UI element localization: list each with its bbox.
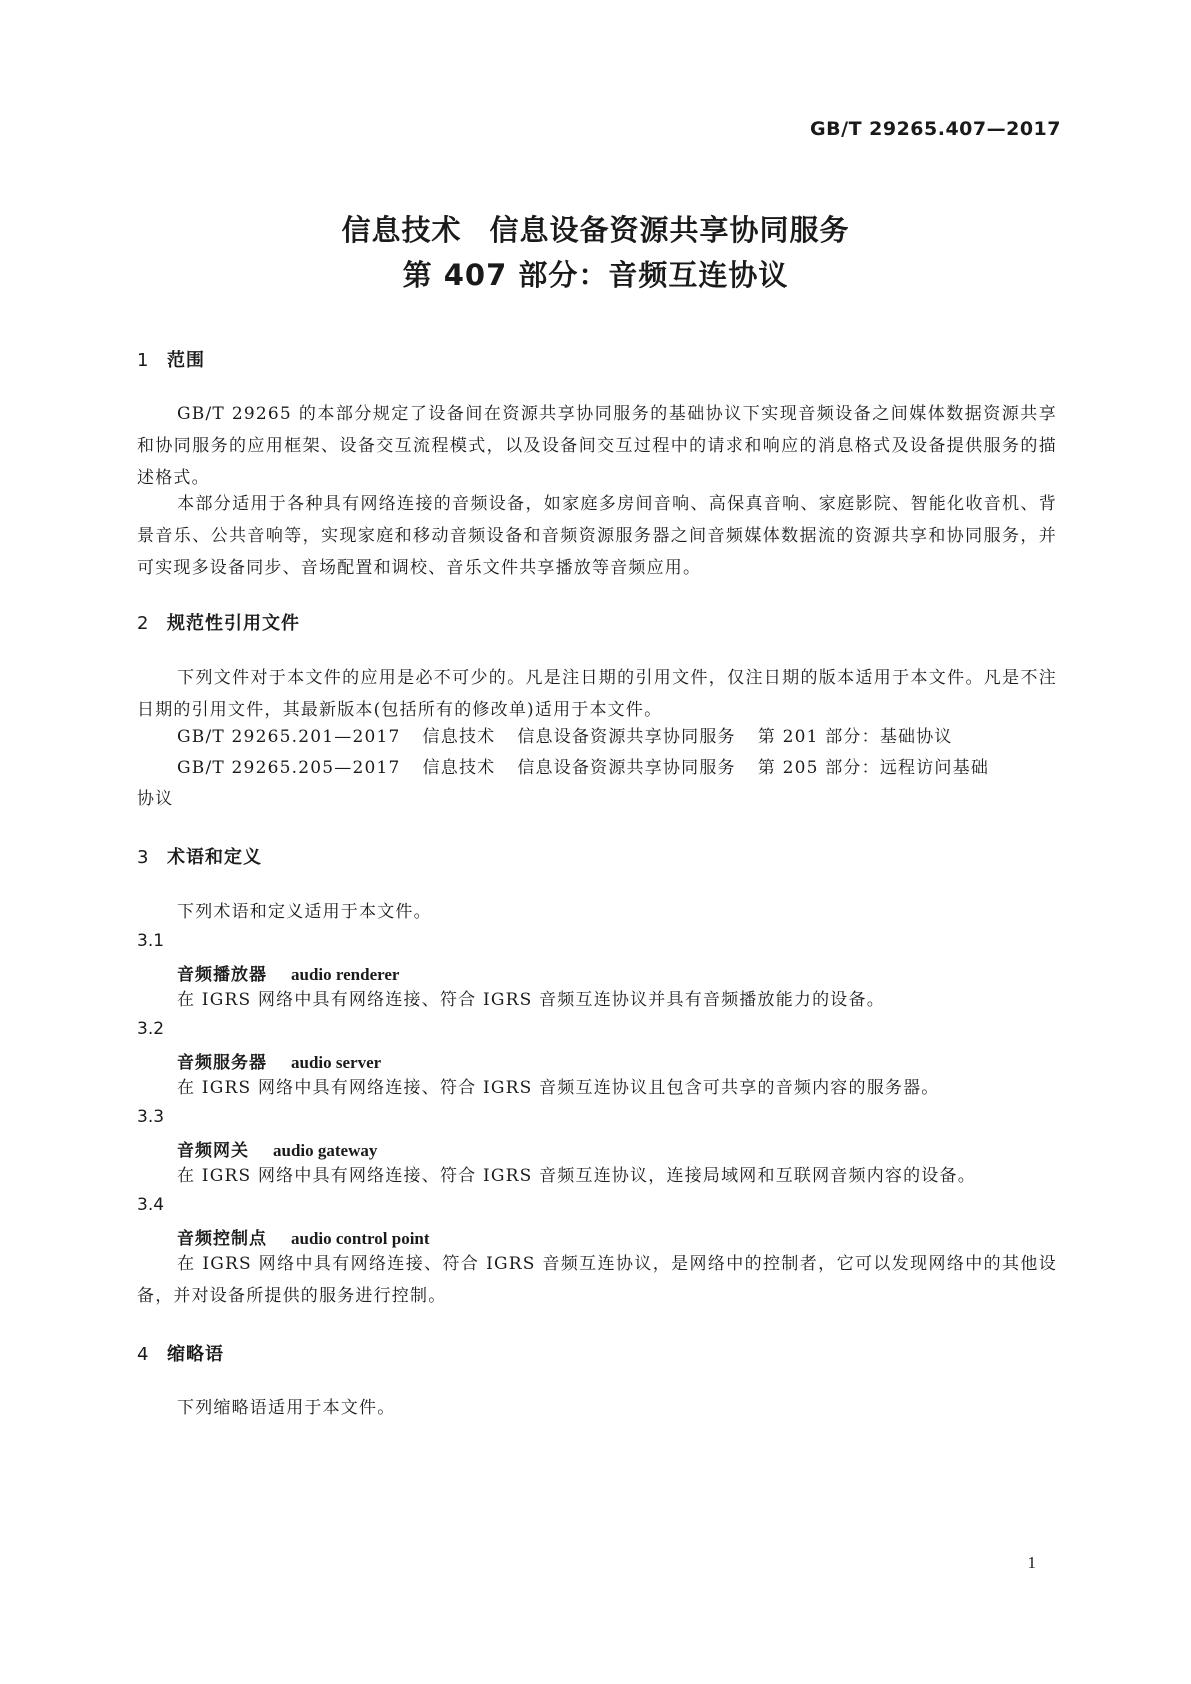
term-zh: 音频网关 bbox=[177, 1141, 249, 1161]
term-heading bbox=[177, 1136, 377, 1161]
term-heading bbox=[177, 1048, 381, 1073]
section-title: 规范性引用文件 bbox=[167, 613, 300, 634]
term-en: audio renderer bbox=[291, 965, 400, 984]
section-heading-normative-refs bbox=[137, 609, 300, 635]
term-definition-text: 在 IGRS 网络中具有网络连接、符合 IGRS 音频互连协议，是网络中的控制者，它可以发现网络中的其他设备，并对设备所提供的服务进行控制。 bbox=[137, 1254, 1057, 1306]
reference-code: GB/T 29265.205—2017 bbox=[177, 758, 401, 778]
section-title: 术语和定义 bbox=[167, 847, 262, 868]
terms-intro bbox=[137, 896, 1057, 928]
scope-paragraph-2 bbox=[137, 488, 1057, 584]
reference-title-1: 信息技术 bbox=[422, 758, 496, 778]
reference-title-3: 第 205 部分：远程访问基础 bbox=[757, 758, 990, 778]
scope-paragraph-1-text: GB/T 29265 的本部分规定了设备间在资源共享协同服务的基础协议下实现音频设备之间媒体数据资源共享和协同服务的应用框架、设备交互流程模式，以及设备间交互过程中的请求和响应的消息格式及设备提供服务的描述格式。 bbox=[137, 404, 1057, 488]
term-number: 3.1 bbox=[137, 931, 165, 951]
section-number: 2 bbox=[137, 613, 150, 634]
term-en: audio gateway bbox=[273, 1141, 378, 1160]
term-definition-text: 在 IGRS 网络中具有网络连接、符合 IGRS 音频互连协议并具有音频播放能力的设备。 bbox=[177, 990, 885, 1010]
section-number: 3 bbox=[137, 847, 150, 868]
terms-intro-text: 下列术语和定义适用于本文件。 bbox=[177, 902, 432, 922]
normative-refs-intro bbox=[137, 662, 1057, 726]
document-title bbox=[0, 208, 1191, 298]
section-title: 缩略语 bbox=[167, 1344, 224, 1365]
section-heading-scope bbox=[137, 346, 205, 372]
term-zh: 音频播放器 bbox=[177, 965, 267, 985]
title-line-1 bbox=[0, 208, 1191, 253]
term-definition bbox=[137, 1160, 1057, 1192]
normative-refs-intro-text: 下列文件对于本文件的应用是必不可少的。凡是注日期的引用文件，仅注日期的版本适用于本文件。凡是不注日期的引用文件，其最新版本(包括所有的修改单)适用于本文件。 bbox=[137, 668, 1057, 720]
section-number: 4 bbox=[137, 1344, 150, 1365]
term-zh: 音频控制点 bbox=[177, 1229, 267, 1249]
term-definition bbox=[137, 1072, 1057, 1104]
term-zh: 音频服务器 bbox=[177, 1053, 267, 1073]
reference-continuation: 协议 bbox=[137, 789, 174, 809]
reference-item bbox=[177, 752, 1057, 784]
page-number: 1 bbox=[1027, 1553, 1036, 1572]
reference-code: GB/T 29265.201—2017 bbox=[177, 727, 401, 747]
title-part-1: 信息技术 bbox=[341, 213, 462, 247]
term-en: audio control point bbox=[291, 1229, 430, 1248]
term-heading bbox=[177, 1224, 430, 1249]
section-number: 1 bbox=[137, 350, 150, 371]
term-definition bbox=[137, 1248, 1057, 1312]
term-number: 3.3 bbox=[137, 1107, 165, 1127]
term-en: audio server bbox=[291, 1053, 382, 1072]
scope-paragraph-1 bbox=[137, 398, 1057, 494]
term-number: 3.4 bbox=[137, 1195, 165, 1215]
reference-title-2: 信息设备资源共享协同服务 bbox=[517, 727, 736, 747]
term-definition-text: 在 IGRS 网络中具有网络连接、符合 IGRS 音频互连协议且包含可共享的音频内容的服务器。 bbox=[177, 1078, 940, 1098]
reference-item bbox=[177, 721, 1057, 753]
standard-number: GB/T 29265.407—2017 bbox=[810, 118, 1061, 140]
abbreviations-intro-text: 下列缩略语适用于本文件。 bbox=[177, 1398, 396, 1418]
scope-paragraph-2-text: 本部分适用于各种具有网络连接的音频设备，如家庭多房间音响、高保真音响、家庭影院、智能化收音机、背景音乐、公共音响等，实现家庭和移动音频设备和音频资源服务器之间音频媒体数据流的资源共享和协同服务，并可实现多设备同步、音场配置和调校、音乐文件共享播放等音频应用。 bbox=[137, 494, 1057, 578]
reference-title-3: 第 201 部分：基础协议 bbox=[757, 727, 953, 747]
reference-title-1: 信息技术 bbox=[422, 727, 496, 747]
section-heading-abbreviations bbox=[137, 1340, 224, 1366]
title-line-2: 第 407 部分：音频互连协议 bbox=[402, 258, 789, 292]
section-title: 范围 bbox=[167, 350, 205, 371]
term-number: 3.2 bbox=[137, 1019, 165, 1039]
abbreviations-intro bbox=[137, 1392, 1057, 1424]
title-part-2: 信息设备资源共享协同服务 bbox=[489, 213, 850, 247]
term-definition-text: 在 IGRS 网络中具有网络连接、符合 IGRS 音频互连协议，连接局域网和互联网音频内容的设备。 bbox=[177, 1166, 976, 1186]
reference-title-2: 信息设备资源共享协同服务 bbox=[517, 758, 736, 778]
section-heading-terms bbox=[137, 843, 262, 869]
term-heading bbox=[177, 960, 399, 985]
term-definition bbox=[137, 984, 1057, 1016]
